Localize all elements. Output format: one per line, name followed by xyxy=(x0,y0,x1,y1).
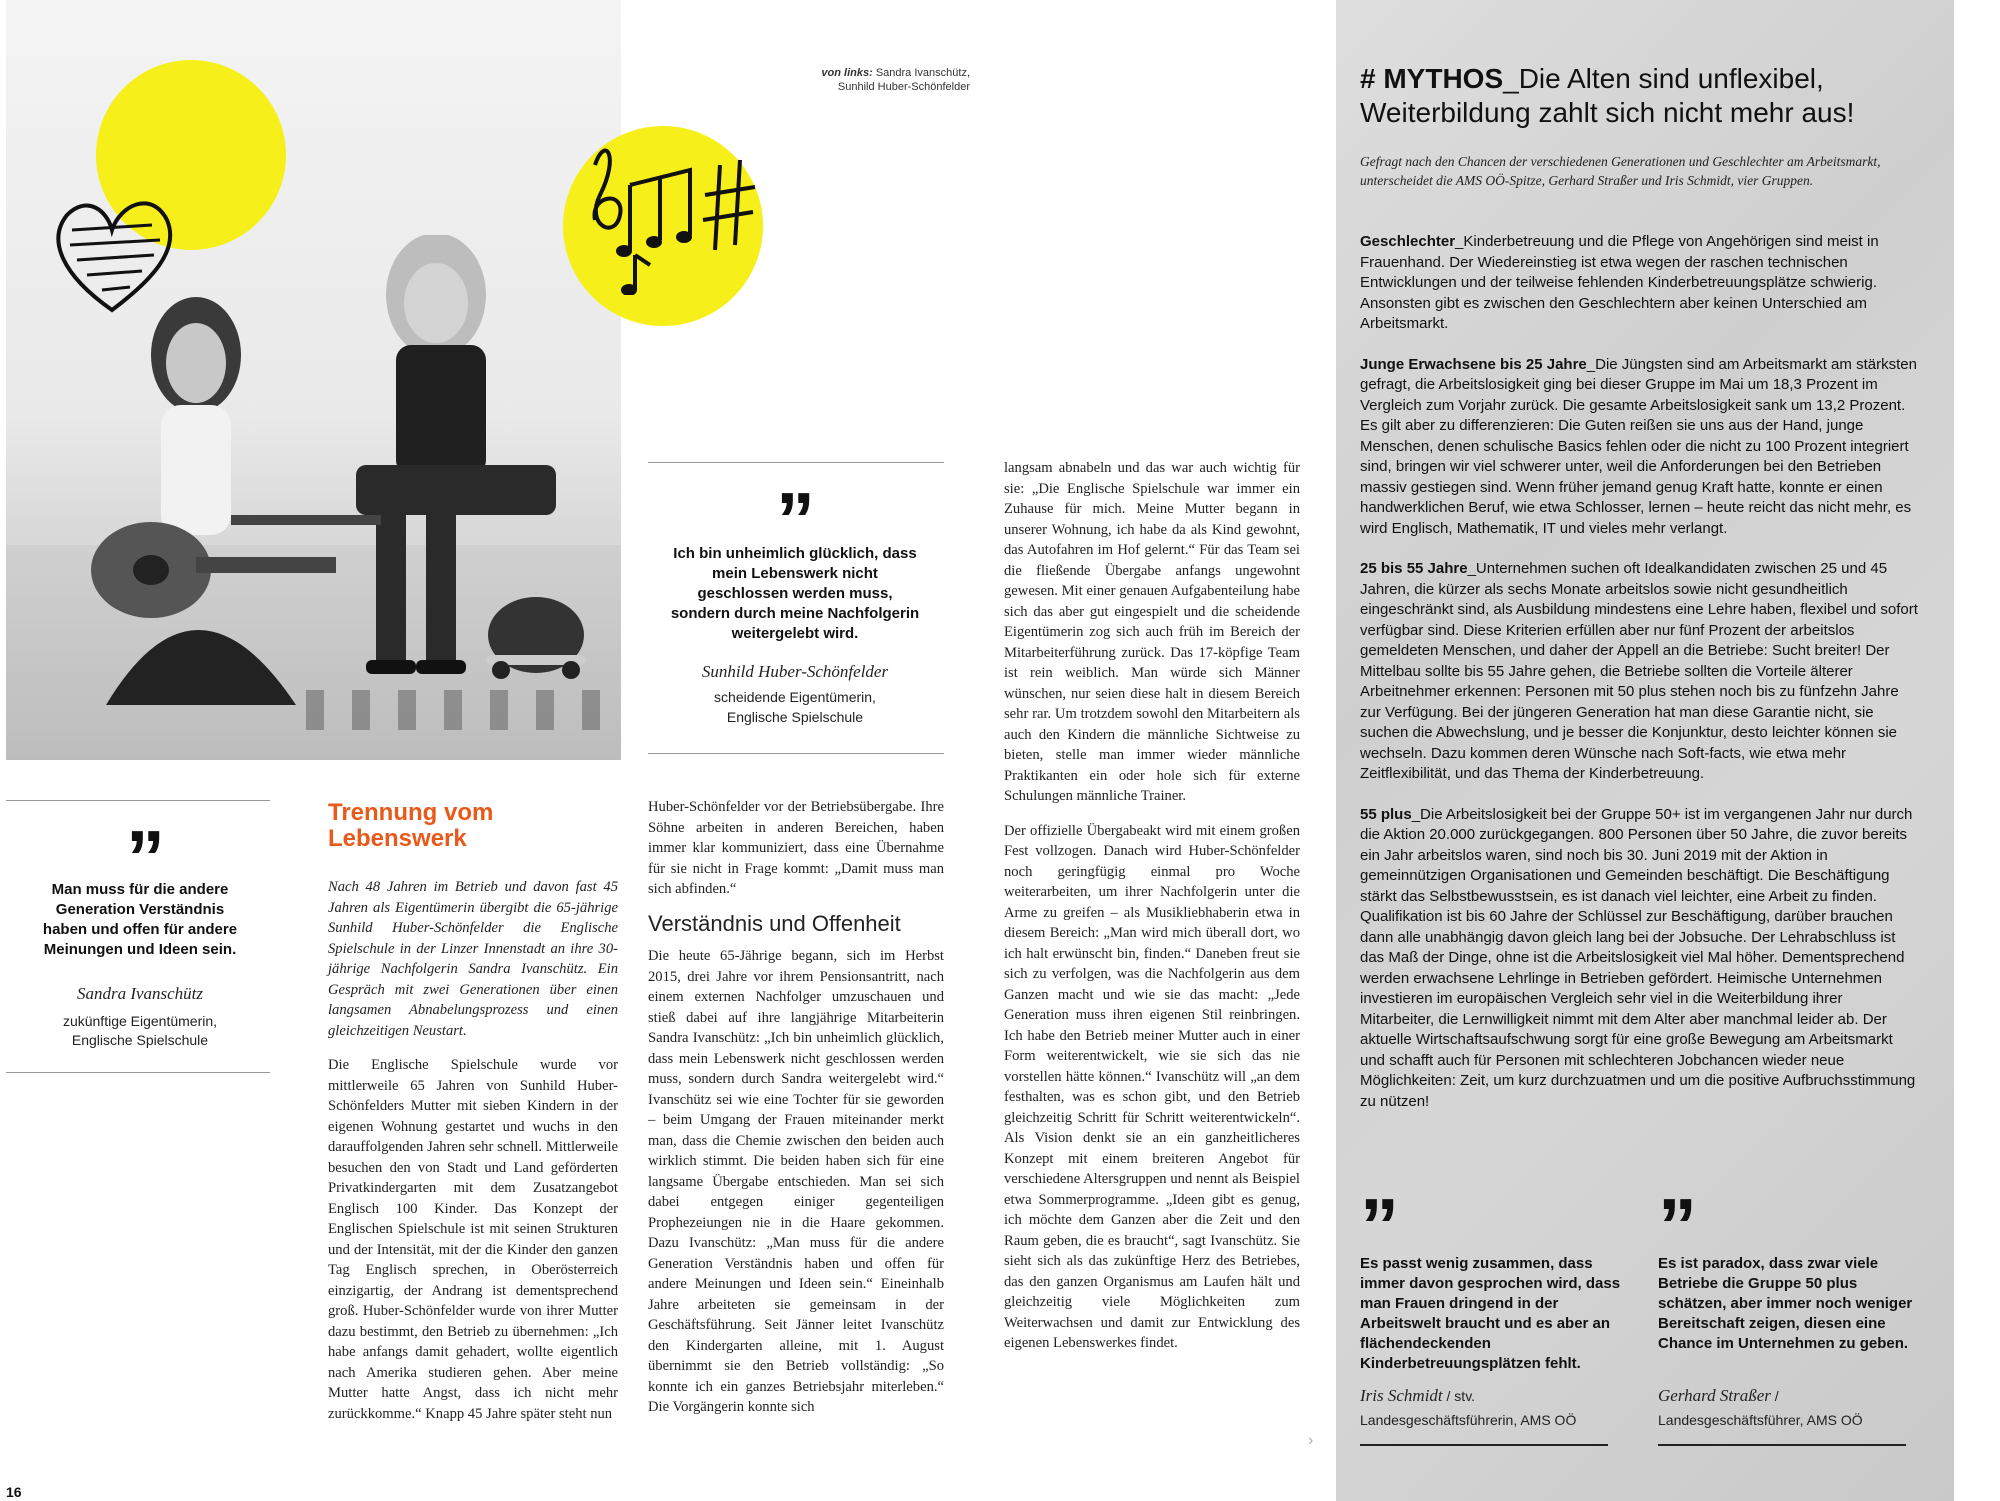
col2-paragraph-1: Huber-Schönfelder vor der Betriebsübergabe. Ihre Söhne arbeiten in anderen Bereichen, haben immer klar kommuniziert, dass eine Übernahme für sie nicht in Frage kommt: „Damit muss man sich abfinden.“ xyxy=(648,799,944,897)
sidebar-title-rest: _Die Alten sind unflexibel, Weiterbildung zahlt sich nicht mehr aus! xyxy=(1360,63,1855,128)
photo-caption xyxy=(740,66,970,94)
col1-paragraph-1: Die Englische Spielschule wurde vor mittlerweile 65 Jahren von Sunhild Huber-Schönfelders Mutter mit sieben Kindern in der eigenen Wohnung gestartet und wuchs in den darauffolgenden Jahren sehr schnell. Mittlerweile besuchen den von Stadt und Land geförderten Privatkindergarten mit dem Zusatzangebot Englisch 100 Kinder. Das Konzept der Englischen Spielschule ist mit seinen Strukturen und der Intensität, mit der die Kinder den ganzen Tag Englisch sprechen, in Oberösterreich einzigartig, der Andrang ist dementsprechend groß. Huber-Schönfelder wurde von ihrer Mutter dazu bestimmt, den Betrieb zu übernehmen: „Ich habe anfangs damit gehadert, wollte eigentlich nach Amerika studieren gehen. Aber meine Mutter hatte Angst, dass ich nicht mehr zurückkomme.“ Knapp 45 Jahre später steht nun xyxy=(328,1057,618,1422)
sidebar-quote1-name: Iris Schmidt xyxy=(1360,1386,1443,1405)
sidebar-section-senior xyxy=(1360,805,1920,1113)
article-column-1 xyxy=(328,877,618,1438)
sidebar-quote1-rule xyxy=(1360,1444,1608,1446)
sidebar-quote2-rule xyxy=(1658,1444,1906,1446)
quote-center-role-1: scheidende Eigentümerin, xyxy=(714,689,876,705)
sidebar-section-gender-head: Geschlechter xyxy=(1360,233,1456,250)
sidebar-quote2-mark-icon: ” xyxy=(1658,1182,1691,1270)
caption-label: von links: xyxy=(821,67,873,79)
sidebar-title-bold: # MYTHOS xyxy=(1360,63,1504,94)
sidebar-quote1-name-suffix: / stv. xyxy=(1442,1388,1476,1404)
wooden-blocks xyxy=(306,690,606,730)
article-column-2 xyxy=(648,797,944,1432)
article-headline xyxy=(328,800,493,852)
quote-center-role-2: Englische Spielschule xyxy=(726,709,864,725)
sidebar-title xyxy=(1360,62,1940,130)
article-intro: Nach 48 Jahren im Betrieb und davon fast 45 Jahren als Eigentümerin übergibt die 65-jährige Sunhild Huber-Schönfelder die Englische Spielschule in der Linzer Innenstadt an ihre 30-jährige Nachfolgerin Sandra Ivanschütz. Ein Gespräch mit zwei Generationen über einen langsamen Abnabelungsprozess und einen gleichzeitigen Neustart. xyxy=(328,879,618,1039)
sidebar-section-gender-text: _Kinderbetreuung und die Pflege von Angehörigen sind meist in Frauenhand. Der Wiedereinstieg ist etwa wegen der raschen technischen Entwicklungen und der teilweise fehlenden Kinderbetreuungsplätze schwierig. Ansonsten gibt es zwischen den Geschlechtern aber keinen Unterschied am Arbeitsmarkt. xyxy=(1360,233,1879,332)
caption-line2: Sunhild Huber-Schönfelder xyxy=(837,81,970,93)
quote-left-bottom-rule xyxy=(6,1072,270,1073)
col3-paragraph-1: langsam abnabeln und das war auch wichtig für sie: „Die Englische Spielschule war immer ein Zuhause für mich. Meine Mutter begann in unserer Wohnung, ich habe da als Kind gewohnt, das Autofahren im Hof gelernt.“ Für das Team sei die fließende Übergabe anfangs ungewohnt gewesen. Mit einer genauen Aufgabenteilung habe sich das aber gut eingespielt und die scheidende Eigentümerin zog sich auch früh im Bereich der Mitarbeiterführung zurück. Das 17-köpfige Team ist rein weiblich. Man würde sich Männer wünschen, nur seien diese halt in diesem Bereich sehr rar. Um trotzdem sowohl den Mitarbeitern als auch den Kindern die männliche Sichtweise zu bieten, stelle man immer wieder männliche Praktikanten ein oder hole sich für externe Schulungen männliche Trainer. xyxy=(1004,460,1300,804)
sidebar-section-senior-head: 55 plus xyxy=(1360,805,1412,823)
sidebar-quote2-name-line xyxy=(1658,1386,1779,1406)
continue-arrow-icon: › xyxy=(1308,1432,1314,1449)
caption-line1: Sandra Ivanschütz, xyxy=(875,67,970,79)
sidebar-quote2-name-suffix: / xyxy=(1770,1388,1779,1404)
quote-center-text: Ich bin unheimlich glücklich, dass mein Lebenswerk nicht geschlossen werden muss, sondern durch meine Nachfolgerin weitergelebt wird. xyxy=(670,545,920,642)
sidebar-section-middle-head: 25 bis 55 Jahre xyxy=(1360,560,1468,577)
quote-center-mark-icon: ” xyxy=(776,476,809,564)
headline-line1: Trennung vom xyxy=(328,799,494,826)
quote-left-mark-icon: ” xyxy=(126,814,159,902)
page-number: 16 xyxy=(6,1484,22,1500)
sidebar-section-young xyxy=(1360,355,1920,540)
quote-left-text: Man muss für die andere Generation Verständnis haben und offen für andere Meinungen und Ideen sein. xyxy=(42,881,238,958)
toy-ride-on xyxy=(476,575,596,685)
sidebar-section-young-text: _Die Jüngsten sind am Arbeitsmarkt am stärksten gefragt, die Arbeitslosigkeit ging bei dieser Gruppe im Mai um 18,3 Prozent im Vergleich zum Vorjahr zurück. Die gesamte Arbeitslosigkeit sank um 13,2 Prozent. Es gilt aber zu differenzieren: Die Guten reißen sie uns aus der Hand, junge Menschen, denen schulische Basics fehlen oder die nicht zu 100 Prozent integriert sind, bringen wir viel schwerer unter, weil die Anforderungen bei den Betrieben massiv gestiegen sind. Wenn früher jemand genug Kraft hatte, konnte er einen handwerklichen Beruf, wie etwa Schlosser, lernen – heute reicht das nicht mehr, es wird Englisch, Mathematik, IT und vieles mehr verlangt. xyxy=(1360,355,1917,537)
col3-paragraph-2: Der offizielle Übergabeakt wird mit einem großen Fest vollzogen. Danach wird Huber-Schönfelder noch geringfügig einmal pro Woche weiterarbeiten, um ihrer Nachfolgerin unter die Arme zu greifen – als Musikliebhaberin etwa in diesem Bereich: „Man wird mich überall dort, wo ich halt erwünscht bin, finden.“ Daneben freut sie sich zu verfolgen, was die Nachfolgerin aus dem Ganzen macht und wie sie das macht: „Jede Generation muss ihren eigenen Stil reinbringen. Ich habe den Betrieb meiner Mutter auch in einer Form weiterentwickelt, wie sie sich das nie vorstellen hätte können.“ Ivanschütz will „an dem festhalten, was es schon gibt, und den Betrieb gleichzeitig Schritt für Schritt weiterentwickeln“. Als Vision denkt sie an ein ganzheitlicheres Konzept mit einem breiteren Angebot für verschiedene Altersgruppen und nennt als Beispiel etwa Sommerprogramme. „Ideen gibt es genug, ich möchte dem Ganzen aber die Zeit und den Raum geben, die es braucht“, sagt Ivanschütz. Sie sieht sich als das zukünftige Herz des Betriebes, das den ganzen Organismus am Laufen hält und gleichzeitig viele Möglichkeiten zum Weiterwachsen und damit zur Entwicklung des eigenen Lebenswerkes findet. xyxy=(1004,822,1300,1351)
sidebar-quote2-name: Gerhard Straßer xyxy=(1658,1386,1771,1405)
quote-center-name: Sunhild Huber-Schönfelder xyxy=(701,662,889,681)
headline-line2: Lebenswerk xyxy=(328,825,467,852)
sidebar-quote2-role: Landesgeschäftsführer, AMS OÖ xyxy=(1658,1412,1863,1428)
col2-subheading: Verständnis und Offenheit xyxy=(648,910,901,936)
sidebar-quote1-mark-icon: ” xyxy=(1360,1182,1393,1270)
sidebar-quote2-text: Es ist paradox, dass zwar viele Betriebe die Gruppe 50 plus schätzen, aber immer noch weniger Bereitschaft zeigen, diesen eine Chance im Unternehmen zu geben. xyxy=(1658,1255,1913,1352)
sidebar-section-gender xyxy=(1360,232,1920,335)
sidebar-body xyxy=(1360,232,1920,1132)
sidebar-quote1-name-line xyxy=(1360,1386,1475,1406)
quote-left-role-2: Englische Spielschule xyxy=(71,1032,209,1048)
sidebar-section-young-head: Junge Erwachsene bis 25 Jahre xyxy=(1360,355,1587,373)
quote-left-role-1: zukünftige Eigentümerin, xyxy=(62,1013,218,1029)
col2-paragraph-2: Die heute 65-Jährige begann, sich im Herbst 2015, drei Jahre vor ihrem Pensionsantritt, nach einem externen Nachfolger umzuschauen und stieß dabei auf ihre langjährige Mitarbeiterin Sandra Ivanschütz: „Ich bin unheimlich glücklich, dass mein Lebenswerk nicht geschlossen werden muss, sondern durch Sandra weitergelebt wird.“ Ivanschütz sei wie eine Tochter für sie geworden – beim Umgang der Frauen miteinander merkt man, dass die Chemie zwischen den beiden auch wirklich stimmt. Die beiden haben sich für eine langsame Übergabe entschieden. Man sei sich dabei entgegen einiger gegenteiligen Prophezeiungen nie in die Haare gekommen. Dazu Ivanschütz: „Man muss für die andere Generation Verständnis haben und offen für andere Meinungen und Ideen sein.“ Eineinhalb Jahre arbeiteten sie gemeinsam in der Geschäftsführung. Seit Jänner leitet Ivanschütz den Kindergarten alleine, mit 1. August übernimmt sie den Betrieb vollständig: „So konnte ich ein ganzes Betriebsjahr miterleben.“ Die Vorgängerin konnte sich xyxy=(648,948,944,1415)
sidebar-quote1-text: Es passt wenig zusammen, dass immer davon gesprochen wird, dass man Frauen dringend in der Arbeitswelt braucht und es aber an flächendeckenden Kinderbetreuungsplätzen fehlt. xyxy=(1360,1255,1621,1372)
quote-left-top-rule xyxy=(6,800,270,801)
portrait-photo xyxy=(6,0,621,760)
quote-center-bottom-rule xyxy=(648,753,944,754)
quote-center-top-rule xyxy=(648,462,944,463)
sidebar-lead: Gefragt nach den Chancen der verschiedenen Generationen und Geschlechter am Arbeitsmarkt, unterscheidet die AMS OÖ-Spitze, Gerhard Straßer und Iris Schmidt, vier Gruppen. xyxy=(1360,154,1881,188)
music-notes-icon xyxy=(570,125,770,295)
sidebar-quote1-role: Landesgeschäftsführerin, AMS OÖ xyxy=(1360,1412,1577,1428)
quote-left-name: Sandra Ivanschütz xyxy=(76,984,204,1003)
article-column-3 xyxy=(1004,458,1300,1368)
sidebar-section-middle-text: _Unternehmen suchen oft Idealkandidaten zwischen 25 und 45 Jahren, die kürzer als sechs Monate arbeitslos sowie nicht gesundheitlich eingeschränkt sind, als Ausbildung mindestens eine Lehre haben, flexibel und sofort verfügbar sind. Diese Kriterien erfüllen aber nur fünf Prozent der arbeitslos gemeldeten Menschen, und daher der Appell an die Betriebe: Sucht breiter! Der Mittelbau sollte bis 55 Jahre gehen, die Betriebe sollten die Vorteile älterer Arbeitnehmer erkennen: Personen mit 50 plus stehen noch bis zu fünfzehn Jahre zur Verfügung. Bei der jüngeren Generation hat man diese Garantie nicht, sie suchen die Abwechslung, und je besser die Konjunktur, desto leichter können sie wechseln. Dazu kommen deren Wünsche nach Soft-facts, wie etwa mehr Zeitflexibilität, und das Thema der Kinderbetreuung. xyxy=(1360,560,1918,782)
sidebar-section-senior-text: _Die Arbeitslosigkeit bei der Gruppe 50+ ist im vergangenen Jahr nur durch die Aktion 20.000 zurückgegangen. 800 Personen über 50 Jahre, die zuvor bereits ein Jahr arbeitslos waren, sind noch bis 30. Juni 2019 mit der Aktion in gemeinnützigen Organisationen und Gemeinden beschäftigt. Die Beschäftigung stärkt das Selbstbewusstsein, es ist danach viel leichter, eine Arbeit zu finden. Qualifikation ist bis 60 Jahre der Schlüssel zur Beschäftigung, darüber brauchen dann alle unabhängig davon gleich lang bei der Jobsuche. Der Lehrabschluss ist das Maß der Dinge, ohne ist die Arbeitslosigkeit viel Mal höher. Dementsprechend werden erwachsene Lehrlinge in Betrieben gefördert. Heimische Unternehmen investieren im europäischen Vergleich sehr viel in die Weiterbildung ihrer Mitarbeiter, die Lernwilligkeit nimmt mit dem Alter aber manchmal leider ab. Der aktuelle Wirtschaftsaufschwung sorgt für eine große Bewegung am Arbeitsmarkt und schafft auch für Personen mit schlechteren Jobchancen wieder neue Möglichkeiten: Zeit, um kurz durchzuatmen und um die positive Aufbruchsstimmung zu nützen! xyxy=(1360,805,1916,1110)
bench xyxy=(231,515,381,525)
sidebar-section-middle xyxy=(1360,559,1920,785)
